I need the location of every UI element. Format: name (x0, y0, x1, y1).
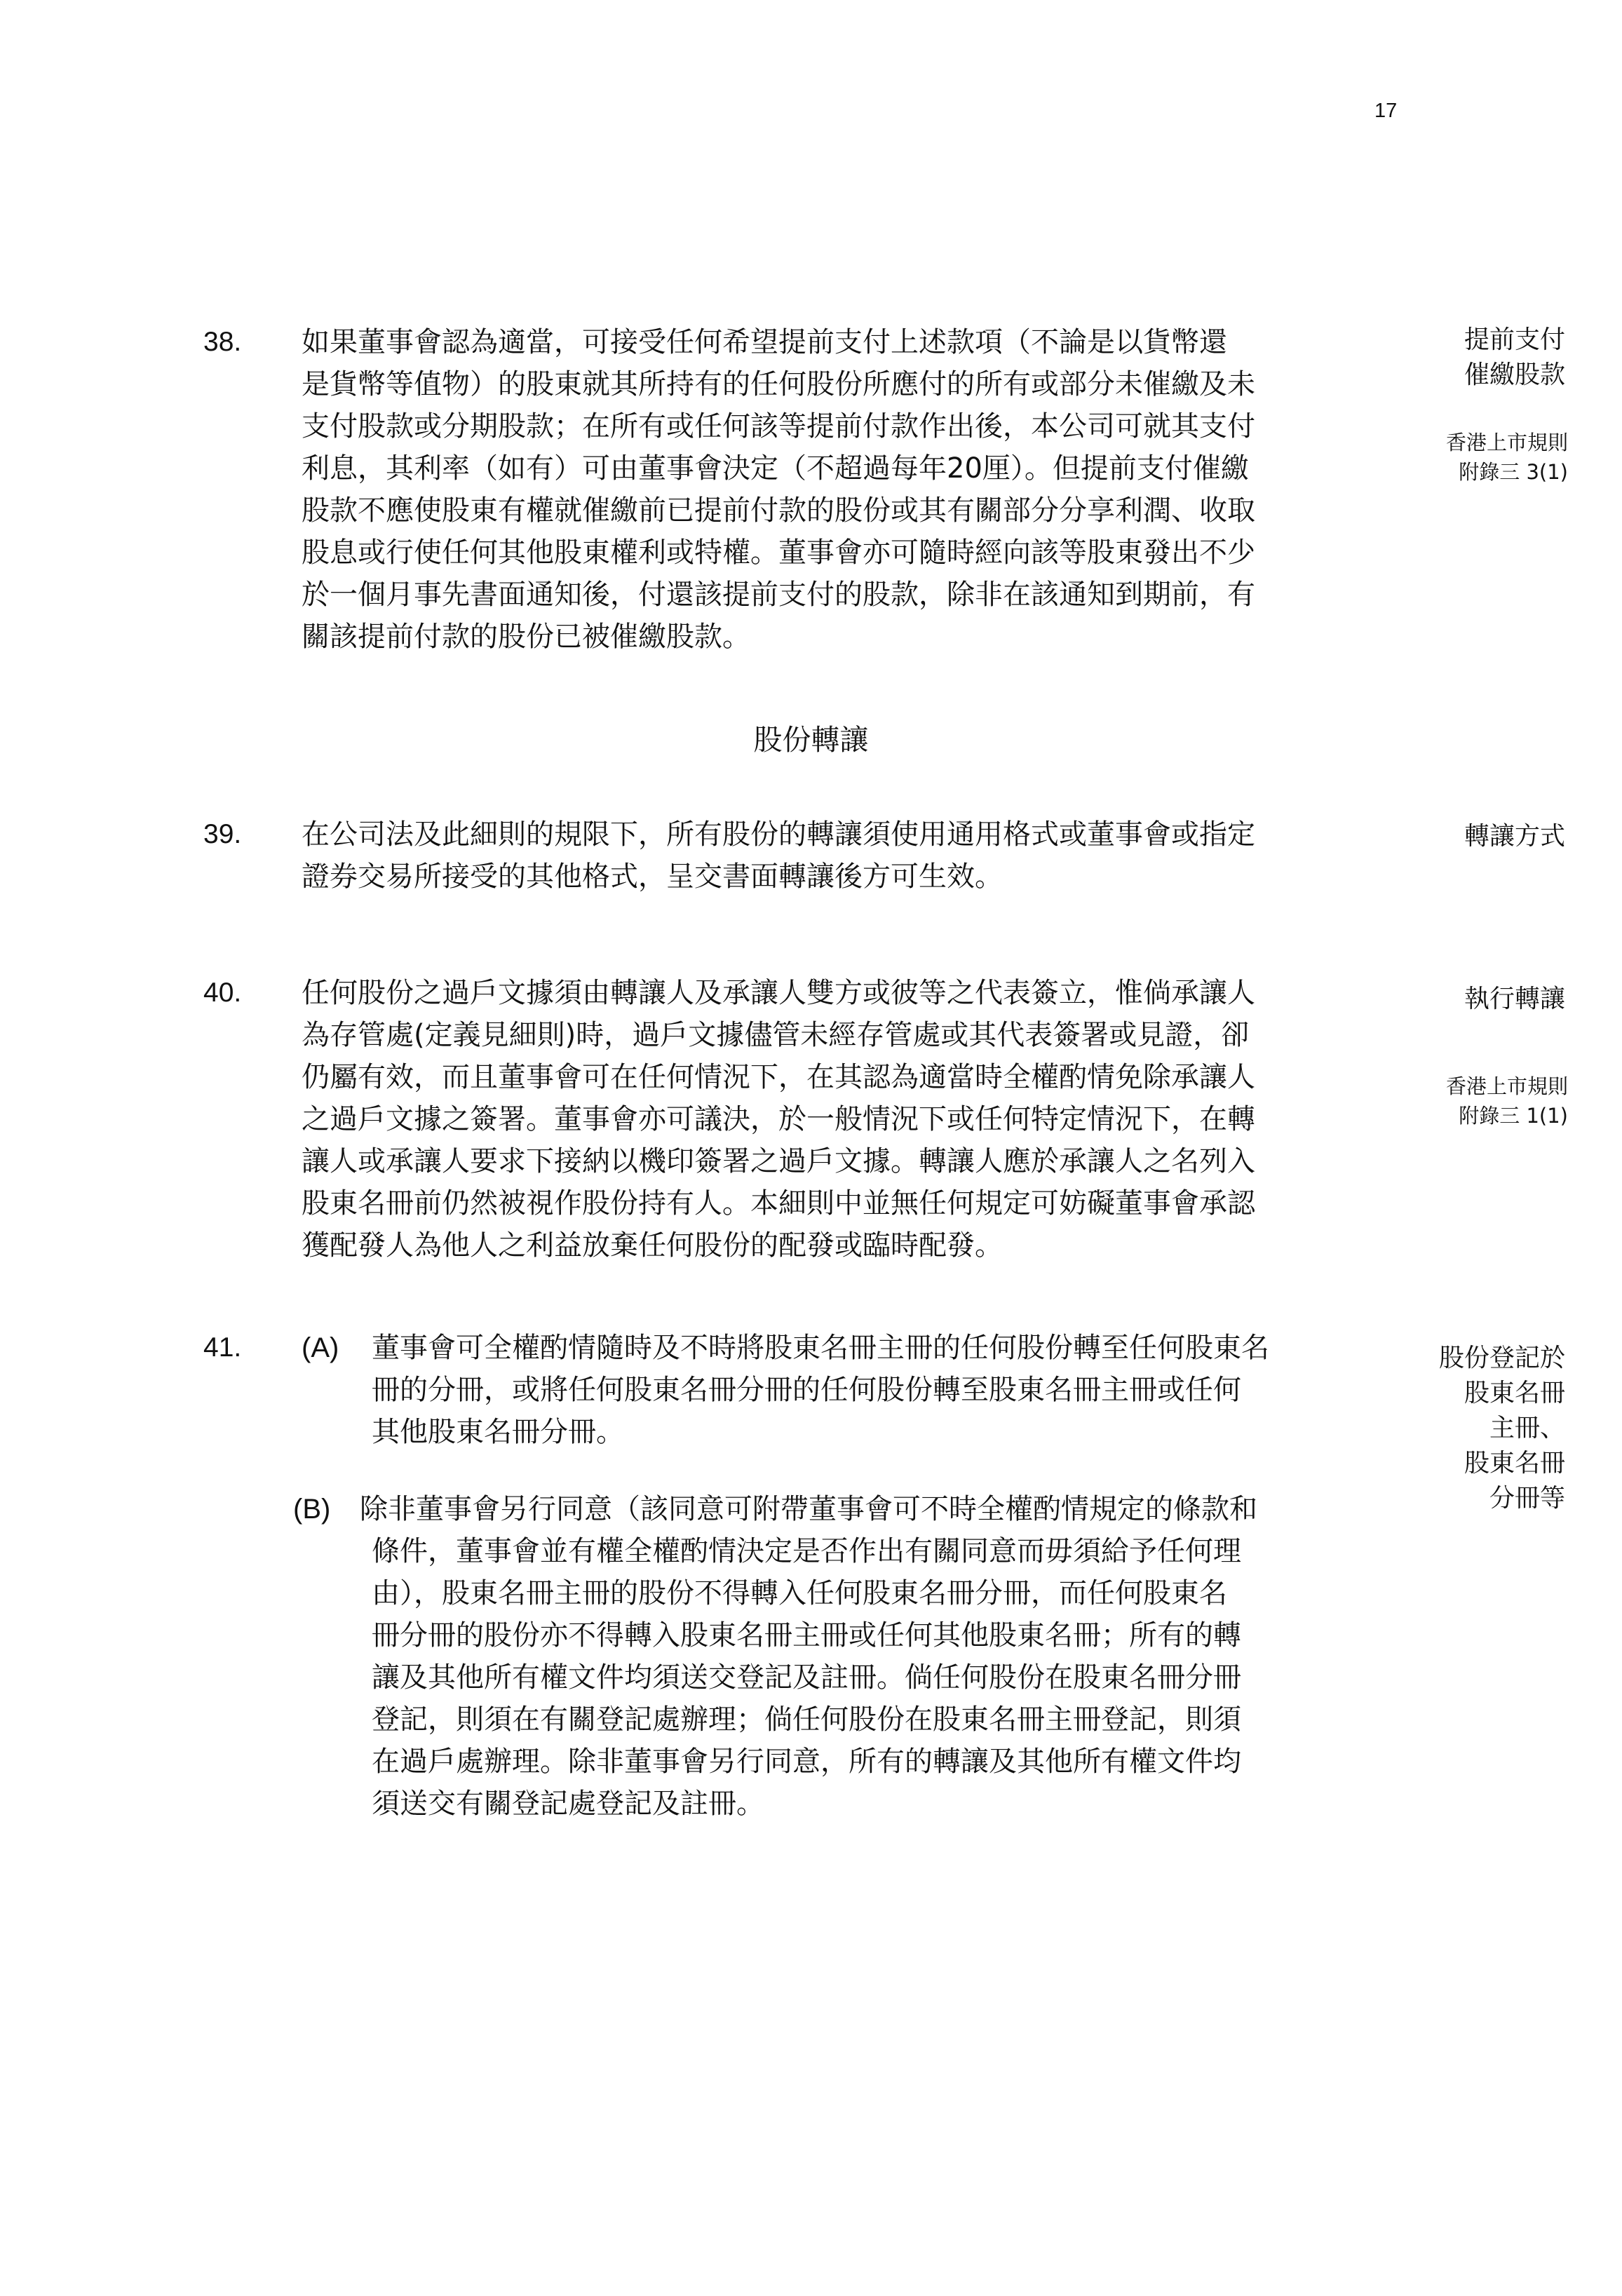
section-41-a-text: 董事會可全權酌情隨時及不時將股東名冊主冊的任何股份轉至任何股東名 冊的分冊，或將任何股東名冊分冊的任何股份轉至股東名冊主冊或任何 其他股東名冊分冊。 (372, 1332, 1269, 1448)
page-number: 17 (1374, 100, 1398, 122)
section-38-number: 38. (203, 327, 242, 357)
section-38-side-title: 提前支付 催繳股款 (1464, 325, 1565, 389)
section-39-text: 在公司法及此細則的規限下，所有股份的轉讓須使用通用格式或董事會或指定 證券交易所接受的其他格式，呈交書面轉讓後方可生效。 (302, 818, 1255, 893)
section-41-number: 41. (203, 1332, 242, 1363)
section-heading: 股份轉讓 (753, 723, 869, 757)
section-40-side-title: 執行轉讓 (1464, 985, 1565, 1013)
section-39-number: 39. (203, 819, 242, 849)
section-41-b-label: (B) (293, 1494, 331, 1525)
section-41-side-title: 股份登記於 股東名冊 主冊、 股東名冊 分冊等 (1438, 1344, 1565, 1513)
section-38-side-ref: 香港上市規則 附錄三 3(1) (1445, 431, 1568, 484)
section-40-number: 40. (203, 978, 242, 1008)
section-41-b-first-line: 除非董事會另行同意（該同意可附帶董事會可不時全權酌情規定的條款和 (360, 1493, 1257, 1525)
section-41-a-label: (A) (302, 1332, 339, 1363)
section-39-side-title: 轉讓方式 (1464, 822, 1565, 851)
section-40-side-ref: 香港上市規則 附錄三 1(1) (1445, 1074, 1568, 1128)
section-38-text: 如果董事會認為適當，可接受任何希望提前支付上述款項（不論是以貨幣還 是貨幣等值物）的股東就其所持有的任何股份所應付的所有或部分未催繳及未 支付股款或分期股款；在所有或任何該等提前付款作出後，本公司可就其支付 利息，其利率（如有）可由董事會決定（不超過每年20厘）。但提前支付催繳 股款不應使股東有權就催繳前已提前付款的股份或其有關部分分享利潤、收取 股息或行使任何其他股東權利或特權。董事會亦可隨時經向該等股東發出不少 於一個月事先書面通知後，付還該提前支付的股款，除非在該通知到期前，有 關該提前付款的股份已被催繳股款。 (302, 326, 1255, 653)
section-41-b-text: 條件，董事會並有權全權酌情決定是否作出有關同意而毋須給予任何理 由），股東名冊主冊的股份不得轉入任何股東名冊分冊，而任何股東名 冊分冊的股份亦不得轉入股東名冊主冊或任何其他股東名冊；所有的轉 讓及其他所有權文件均須送交登記及註冊。倘任何股份在股東名冊分冊 登記，則須在有關登記處辦理；倘任何股份在股東名冊主冊登記，則須 在過戶處辦理。除非董事會另行同意，所有的轉讓及其他所有權文件均 須送交有關登記處登記及註冊。 (372, 1535, 1241, 1820)
section-40-text: 任何股份之過戶文據須由轉讓人及承讓人雙方或彼等之代表簽立，惟倘承讓人 為存管處(定義見細則)時，過戶文據儘管未經存管處或其代表簽署或見證，卻 仍屬有效，而且董事會可在任何情況下，在其認為適當時全權酌情免除承讓人 之過戶文據之簽署。董事會亦可議決，於一般情況下或任何特定情況下，在轉 讓人或承讓人要求下接納以機印簽署之過戶文據。轉讓人應於承讓人之名列入 股東名冊前仍然被視作股份持有人。本細則中並無任何規定可妨礙董事會承認 獲配發人為他人之利益放棄任何股份的配發或臨時配發。 (302, 977, 1255, 1262)
